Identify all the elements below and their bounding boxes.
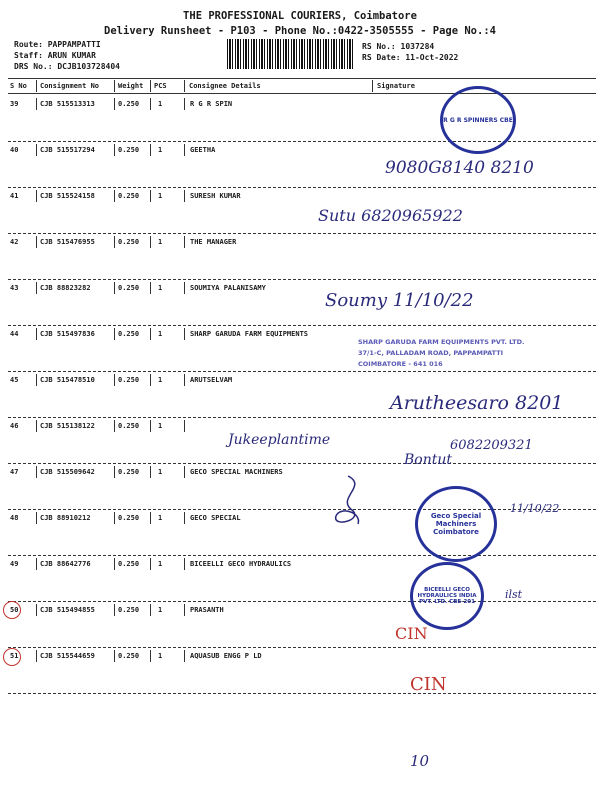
- row-separator: [8, 141, 596, 142]
- row-col-tick: [184, 190, 185, 202]
- route-label: Route: PAPPAMPATTI: [14, 40, 101, 49]
- row-consignee: THE MANAGER: [190, 238, 237, 246]
- biceelli-stamp-text: BICEELLI GECO HYDRAULICS INDIA PVT. LTD. CBE-201: [417, 587, 477, 605]
- row-col-tick: [114, 98, 115, 110]
- row-consignee: GECO SPECIAL: [190, 514, 241, 522]
- page-count-note: 10: [410, 752, 430, 770]
- row-consignment-no: CJB 515476955: [40, 238, 95, 246]
- row-col-tick: [150, 466, 151, 478]
- col-divider: [114, 80, 115, 92]
- company-title: THE PROFESSIONAL COURIERS, Coimbatore: [183, 10, 417, 22]
- table-row: [0, 238, 600, 284]
- col-divider: [372, 80, 373, 92]
- row-consignment-no: CJB 515544659: [40, 652, 95, 660]
- col-divider: [36, 80, 37, 92]
- row-consignment-no: CJB 88823282: [40, 284, 91, 292]
- signature-row45: Arutheesaro 8201: [390, 392, 564, 414]
- row-col-tick: [184, 650, 185, 662]
- row-col-tick: [114, 282, 115, 294]
- col-consignment-header: Consignment No: [40, 82, 100, 90]
- table-row: [0, 606, 600, 652]
- row-weight: 0.250: [118, 514, 140, 522]
- row-col-tick: [150, 190, 151, 202]
- row-col-tick: [114, 466, 115, 478]
- row-weight: 0.250: [118, 376, 140, 384]
- row-col-tick: [36, 374, 37, 386]
- row-col-tick: [184, 328, 185, 340]
- row-weight: 0.250: [118, 560, 140, 568]
- sharp-stamp-line3: COIMBATORE - 641 016: [358, 360, 443, 368]
- row-sno: 42: [10, 238, 19, 246]
- row-sno: 44: [10, 330, 19, 338]
- red-circle-mark: [3, 648, 21, 666]
- geco-stamp-text: Geco Special Machiners Coimbatore: [430, 512, 482, 536]
- row-col-tick: [184, 512, 185, 524]
- row-col-tick: [150, 236, 151, 248]
- row-consignment-no: CJB 88642776: [40, 560, 91, 568]
- row-col-tick: [36, 236, 37, 248]
- row-col-tick: [184, 374, 185, 386]
- col-divider: [150, 80, 151, 92]
- row-pcs: 1: [158, 284, 163, 292]
- row-pcs: 1: [158, 606, 163, 614]
- sharp-stamp-line1: SHARP GARUDA FARM EQUIPMENTS PVT. LTD.: [358, 338, 525, 346]
- table-row: [0, 652, 600, 698]
- header-bottom-rule: [8, 93, 596, 94]
- row-separator: [8, 325, 596, 326]
- row-col-tick: [36, 190, 37, 202]
- barcode: [227, 39, 355, 69]
- row-col-tick: [36, 328, 37, 340]
- row-separator: [8, 693, 596, 694]
- row-col-tick: [36, 558, 37, 570]
- row-col-tick: [150, 512, 151, 524]
- signature-row51: CIN: [410, 674, 447, 695]
- row-sno: 39: [10, 100, 19, 108]
- row-pcs: 1: [158, 330, 163, 338]
- row-separator: [8, 233, 596, 234]
- col-sno-header: S No: [10, 82, 27, 90]
- row-consignment-no: CJB 515524158: [40, 192, 95, 200]
- table-row: [0, 192, 600, 238]
- signature-row47-date: 11/10/22: [510, 502, 560, 515]
- signature-row41: Sutu 6820965922: [318, 206, 463, 225]
- row-consignee: AQUASUB ENGG P LD: [190, 652, 262, 660]
- row-sno: 43: [10, 284, 19, 292]
- row-col-tick: [36, 466, 37, 478]
- row-sno: 48: [10, 514, 19, 522]
- row-col-tick: [150, 650, 151, 662]
- row-consignment-no: CJB 515138122: [40, 422, 95, 430]
- row-weight: 0.250: [118, 606, 140, 614]
- row-consignee: PRASANTH: [190, 606, 224, 614]
- row-col-tick: [114, 236, 115, 248]
- rs-number: RS No.: 1037284: [362, 42, 435, 51]
- row-consignee: GEETHA: [190, 146, 216, 154]
- signature-row43: Soumy 11/10/22: [325, 290, 474, 311]
- row-col-tick: [114, 650, 115, 662]
- row-consignment-no: CJB 515513313: [40, 100, 95, 108]
- row-weight: 0.250: [118, 422, 140, 430]
- row-separator: [8, 417, 596, 418]
- signature-row46-sign: Bontut: [404, 452, 453, 468]
- row-col-tick: [184, 144, 185, 156]
- row-consignment-no: CJB 88910212: [40, 514, 91, 522]
- row-pcs: 1: [158, 100, 163, 108]
- row-separator: [8, 555, 596, 556]
- signature-scribble-row47: [318, 472, 378, 532]
- row-col-tick: [114, 604, 115, 616]
- row-col-tick: [184, 98, 185, 110]
- row-consignee: BICEELLI GECO HYDRAULICS: [190, 560, 292, 568]
- row-col-tick: [114, 558, 115, 570]
- row-sno: 47: [10, 468, 19, 476]
- signature-row46-name: Jukeeplantime: [228, 432, 331, 448]
- red-circle-mark: [3, 601, 21, 619]
- row-pcs: 1: [158, 376, 163, 384]
- row-pcs: 1: [158, 652, 163, 660]
- row-sno: 50: [10, 606, 19, 614]
- row-col-tick: [184, 604, 185, 616]
- row-consignment-no: CJB 515497836: [40, 330, 95, 338]
- row-consignment-no: CJB 515494855: [40, 606, 95, 614]
- signature-row50: CIN: [395, 624, 428, 643]
- rgr-stamp-text: R G R SPINNERS CBE: [443, 116, 513, 124]
- row-col-tick: [36, 420, 37, 432]
- row-col-tick: [150, 420, 151, 432]
- col-signature-header: Signature: [377, 82, 415, 90]
- row-consignee: SURESH KUMAR: [190, 192, 241, 200]
- row-col-tick: [150, 374, 151, 386]
- row-separator: [8, 371, 596, 372]
- row-col-tick: [36, 144, 37, 156]
- row-pcs: 1: [158, 468, 163, 476]
- row-col-tick: [184, 466, 185, 478]
- row-weight: 0.250: [118, 284, 140, 292]
- row-weight: 0.250: [118, 100, 140, 108]
- row-separator: [8, 509, 596, 510]
- row-separator: [8, 647, 596, 648]
- row-consignment-no: CJB 515517294: [40, 146, 95, 154]
- row-weight: 0.250: [118, 238, 140, 246]
- sharp-stamp-line2: 37/1-C, PALLADAM ROAD, PAPPAMPATTI: [358, 349, 504, 357]
- row-consignee: R G R SPIN: [190, 100, 233, 108]
- sharp-garuda-stamp: [358, 337, 524, 370]
- row-consignee: GECO SPECIAL MACHINERS: [190, 468, 283, 476]
- row-col-tick: [36, 650, 37, 662]
- row-col-tick: [36, 98, 37, 110]
- row-col-tick: [150, 558, 151, 570]
- row-col-tick: [184, 558, 185, 570]
- row-consignee: ARUTSELVAM: [190, 376, 233, 384]
- row-pcs: 1: [158, 146, 163, 154]
- row-col-tick: [184, 420, 185, 432]
- row-separator: [8, 601, 596, 602]
- row-col-tick: [114, 144, 115, 156]
- col-pcs-header: PCS: [154, 82, 167, 90]
- runsheet-title: Delivery Runsheet - P103 - Phone No.:0422-3505555 - Page No.:4: [104, 25, 496, 37]
- row-sno: 45: [10, 376, 19, 384]
- col-divider: [184, 80, 185, 92]
- row-col-tick: [184, 282, 185, 294]
- row-separator: [8, 279, 596, 280]
- row-pcs: 1: [158, 422, 163, 430]
- signature-row46-phone: 6082209321: [450, 438, 533, 453]
- row-weight: 0.250: [118, 146, 140, 154]
- row-col-tick: [150, 144, 151, 156]
- rgr-spinners-stamp: [440, 86, 516, 154]
- row-col-tick: [114, 190, 115, 202]
- row-col-tick: [150, 604, 151, 616]
- row-col-tick: [150, 282, 151, 294]
- row-weight: 0.250: [118, 330, 140, 338]
- row-pcs: 1: [158, 514, 163, 522]
- row-col-tick: [114, 420, 115, 432]
- row-col-tick: [184, 236, 185, 248]
- col-weight-header: Weight: [118, 82, 144, 90]
- row-weight: 0.250: [118, 652, 140, 660]
- rs-date: RS Date: 11-Oct-2022: [362, 53, 459, 62]
- biceelli-stamp: [410, 562, 484, 630]
- row-separator: [8, 463, 596, 464]
- row-pcs: 1: [158, 192, 163, 200]
- drs-label: DRS No.: DCJB103728404: [14, 62, 120, 71]
- signature-row49: ilst: [505, 588, 523, 601]
- row-sno: 40: [10, 146, 19, 154]
- staff-label: Staff: ARUN KUMAR: [14, 51, 96, 60]
- signature-row40: 9080G8140 8210: [385, 158, 534, 178]
- row-consignee: SOUMIYA PALANISAMY: [190, 284, 266, 292]
- row-col-tick: [36, 282, 37, 294]
- row-col-tick: [36, 512, 37, 524]
- row-consignment-no: CJB 515478510: [40, 376, 95, 384]
- header-top-rule: [8, 78, 596, 79]
- table-row: [0, 284, 600, 330]
- row-sno: 46: [10, 422, 19, 430]
- row-col-tick: [114, 374, 115, 386]
- table-row: [0, 514, 600, 560]
- row-weight: 0.250: [118, 468, 140, 476]
- row-consignee: SHARP GARUDA FARM EQUIPMENTS: [190, 330, 309, 338]
- row-col-tick: [150, 98, 151, 110]
- row-separator: [8, 187, 596, 188]
- row-consignment-no: CJB 515509642: [40, 468, 95, 476]
- geco-special-stamp: [415, 486, 497, 562]
- row-weight: 0.250: [118, 192, 140, 200]
- row-col-tick: [114, 328, 115, 340]
- col-consignee-header: Consignee Details: [189, 82, 261, 90]
- row-pcs: 1: [158, 238, 163, 246]
- row-pcs: 1: [158, 560, 163, 568]
- row-sno: 49: [10, 560, 19, 568]
- row-col-tick: [36, 604, 37, 616]
- row-sno: 41: [10, 192, 19, 200]
- row-sno: 51: [10, 652, 19, 660]
- row-col-tick: [114, 512, 115, 524]
- row-col-tick: [150, 328, 151, 340]
